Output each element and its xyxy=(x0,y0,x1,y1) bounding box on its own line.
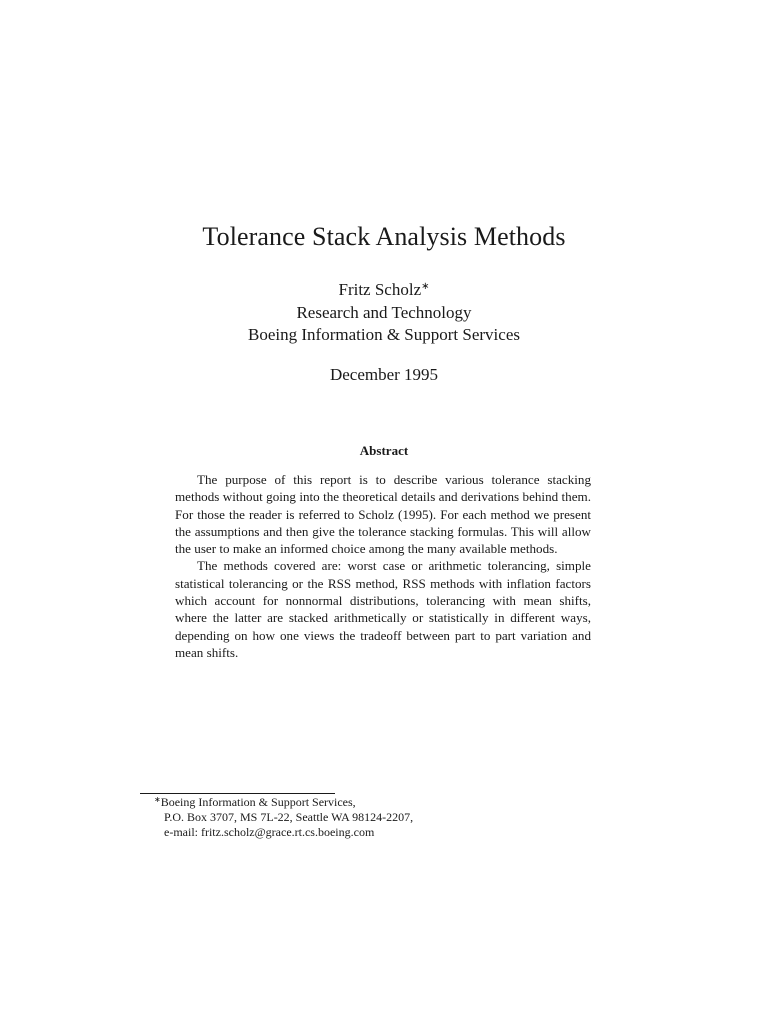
footnote-mark: ∗ xyxy=(154,795,161,804)
abstract-paragraph-2: The methods covered are: worst case or arithmetic tolerancing, simple statistical tolerancing or the RSS method, RSS methods with inflation factors which account for nonnormal distributions, tolerancing with mean shifts, where the latter are stacked arithmetically or statistically in different ways, depending on how one views the tradeoff between part to part variation and mean shifts. xyxy=(175,558,591,660)
author-line xyxy=(0,279,768,302)
author-block xyxy=(0,279,768,347)
footnote-rule xyxy=(140,793,335,794)
abstract-body xyxy=(175,471,591,661)
footnote-org: Boeing Information & Support Services, xyxy=(160,795,356,809)
affiliation-line-1: Research and Technology xyxy=(296,302,472,322)
author-footnote-mark: ∗ xyxy=(421,281,430,292)
abstract-paragraph-1: The purpose of this report is to describe various tolerance stacking methods without going into the theoretical details and derivations behind them. For those the reader is referred to Scholz (1995). For each method we present the assumptions and then give the tolerance stacking formulas. This will allow the user to make an informed choice among the many available methods. xyxy=(175,472,591,557)
footnote-address: P.O. Box 3707, MS 7L-22, Seattle WA 98124-2207, xyxy=(164,810,414,824)
footnote xyxy=(154,795,574,840)
paper-title: Tolerance Stack Analysis Methods xyxy=(202,222,566,251)
author-name: Fritz Scholz xyxy=(338,280,422,299)
affiliation-line-2: Boeing Information & Support Services xyxy=(248,325,520,344)
abstract-heading: Abstract xyxy=(359,443,409,458)
paper-date: December 1995 xyxy=(329,365,439,384)
footnote-email: e-mail: fritz.scholz@grace.rt.cs.boeing.com xyxy=(164,825,375,839)
footnote-line-1 xyxy=(154,795,574,810)
